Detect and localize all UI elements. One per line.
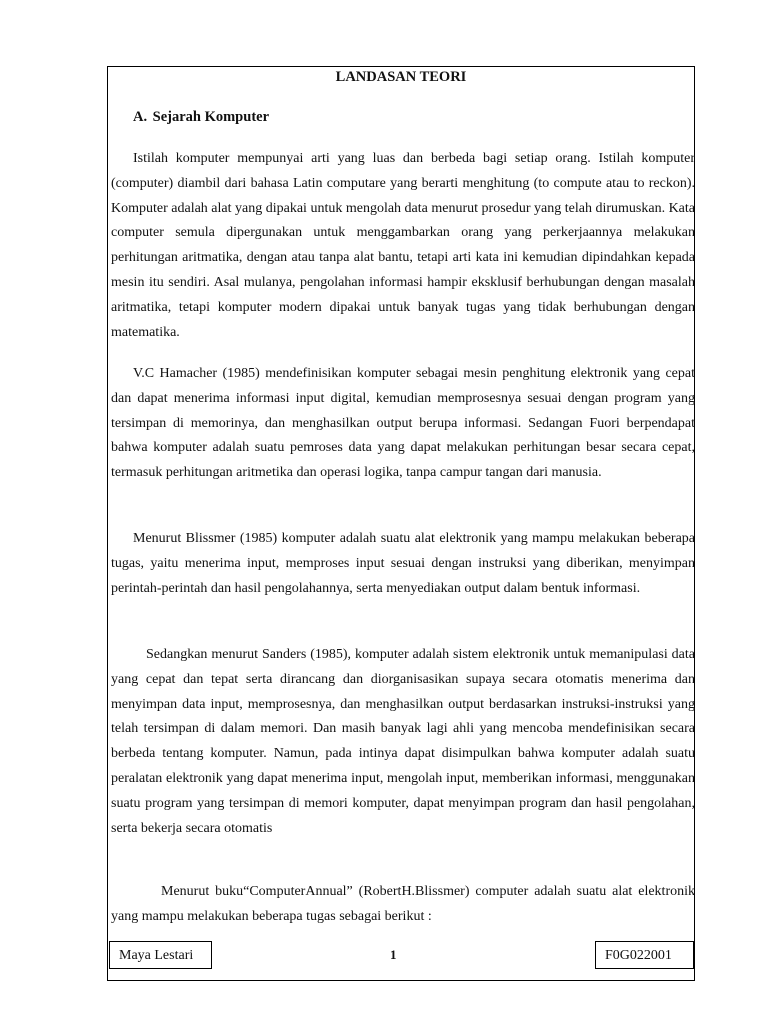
footer-author: Maya Lestari — [109, 941, 212, 969]
paragraph-2: V.C Hamacher (1985) mendefinisikan komputer sebagai mesin penghitung elektronik yang cepat dan dapat menerima informasi input digital, kemudian memprosesnya sesuai dengan program yang tersimpan di memorinya, dan menghasilkan output berupa informasi. Sedangan Fuori berpendapat bahwa komputer adalah suatu pemroses data yang dapat melakukan perhitungan besar secara cepat, termasuk perhitungan aritmetika dan operasi logika, tanpa campur tangan dari manusia. — [111, 366, 695, 481]
page-frame — [107, 66, 695, 981]
section-title: Sejarah Komputer — [152, 109, 270, 125]
footer-student-id: F0G022001 — [595, 941, 694, 969]
section-letter: A. — [133, 109, 148, 125]
paragraph-1: Istilah komputer mempunyai arti yang luas dan berbeda bagi setiap orang. Istilah komputer (computer) diambil dari bahasa Latin computare yang berarti menghitung (to compute atau to reckon). Komputer adalah alat yang dipakai untuk mengolah data menurut prosedur yang telah dirumuskan. Kata computer semula dipergunakan untuk menggambarkan orang yang perkerjaannya melakukan perhitungan aritmatika, dengan atau tanpa alat bantu, tetapi arti kata ini kemudian dipindahkan kepada mesin itu sendiri. Asal mulanya, pengolahan informasi hampir eksklusif berhubungan dengan masalah aritmatika, tetapi komputer modern dipakai untuk banyak tugas yang tidak berhubungan dengan matematika. — [111, 151, 695, 340]
paragraph-4: Sedangkan menurut Sanders (1985), komputer adalah sistem elektronik untuk memanipulasi data yang cepat dan tepat serta dirancang dan diorganisasikan supaya secara otomatis menerima dan menyimpan data input, memprosesnya, dan menghasilkan output berdasarkan instruksi-instruksi yang telah tersimpan di dalam memori. Dan masih banyak lagi ahli yang mencoba mendefinisikan secara berbeda tentang komputer. Namun, pada intinya dapat disimpulkan bahwa komputer adalah suatu peralatan elektronik yang dapat menerima input, mengolah input, memberikan informasi, menggunakan suatu program yang tersimpan di memori komputer, dapat menyimpan program dan hasil pengolahan, serta bekerja secara otomatis — [111, 647, 695, 836]
paragraph-5: Menurut buku“ComputerAnnual” (RobertH.Blissmer) computer adalah suatu alat elektronik yang mampu melakukan beberapa tugas sebagai berikut : — [111, 884, 695, 924]
document-title: LANDASAN TEORI — [335, 69, 467, 85]
paragraph-3: Menurut Blissmer (1985) komputer adalah suatu alat elektronik yang mampu melakukan beberapa tugas, yaitu menerima input, memproses input sesuai dengan instruksi yang diberikan, menyimpan perintah-perintah dan hasil pengolahannya, serta menyediakan output dalam bentuk informasi. — [111, 531, 695, 596]
section-heading — [133, 109, 269, 126]
page-number: 1 — [390, 947, 397, 962]
